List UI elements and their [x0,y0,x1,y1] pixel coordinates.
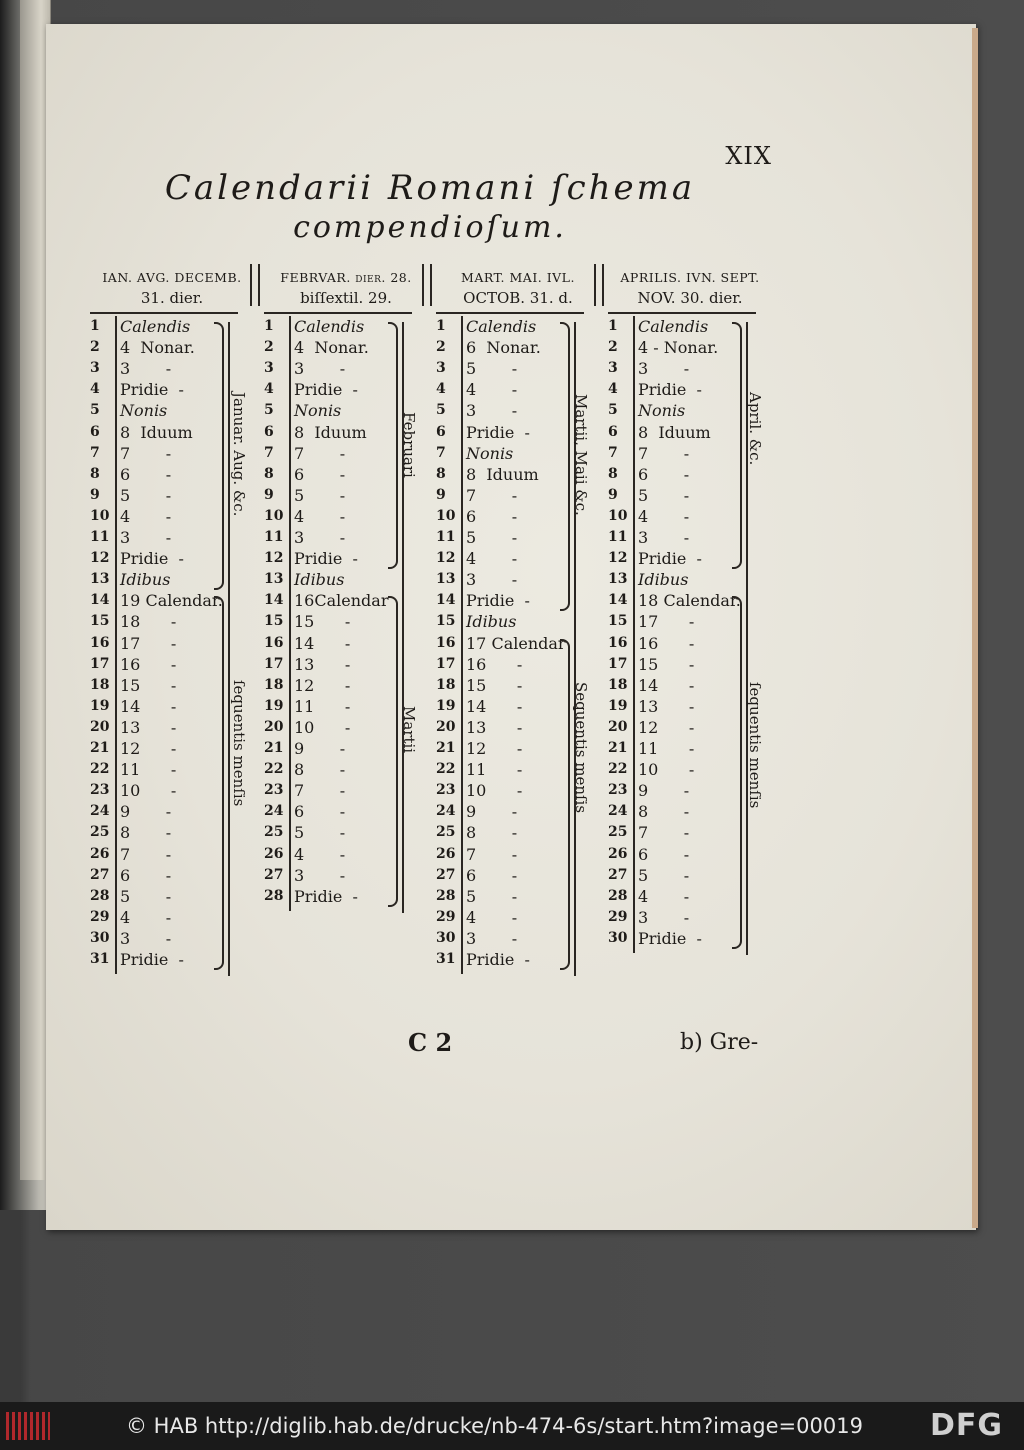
day-number: 14 [90,592,110,609]
day-designation: 15 - [120,675,177,695]
day-designation: 4 Nonar. [294,338,369,358]
day-number: 23 [90,782,110,799]
day-number: 9 [90,486,100,503]
day-number: 9 [264,486,274,503]
column-header-days: 31. dier. [140,289,204,307]
day-designation: 7 - [294,443,346,463]
day-number: 21 [264,740,284,756]
day-designation: 6 - [294,464,346,484]
day-number: 20 [90,718,110,735]
day-designation: 3 - [120,928,172,948]
day-number: 28 [436,887,456,904]
day-designation: 8 - [638,802,690,822]
day-designation: 10 - [294,717,351,737]
day-number: 5 [90,402,100,419]
day-number: 2 [90,339,100,356]
day-designation: Pridie - [120,549,184,569]
day-number: 25 [264,824,284,841]
day-designation: 6 - [638,464,690,484]
day-designation: 3 - [294,865,346,885]
day-designation: 6 Nonar. [466,338,541,358]
group-brace [732,322,742,569]
column-header-months: MART. MAI. IVL. [461,270,575,285]
day-number: 27 [264,866,284,883]
day-designation: 3 - [466,401,518,421]
header-rule [264,312,412,314]
day-number: 27 [90,866,110,883]
day-number: 5 [264,402,274,419]
day-designation: Pridie - [120,380,184,400]
column-header-days: NOV. 30. dier. [637,289,743,307]
month-group-label: Martii, Maii &c. [572,394,590,516]
day-number: 17 [264,655,284,672]
day-number-rule [115,316,117,974]
day-designation: 18 - [120,612,177,632]
day-designation: 7 - [466,844,518,864]
day-number: 28 [264,887,284,904]
month-group-label: Februari [400,412,418,478]
day-number: 12 [608,550,628,567]
column-header-days: OCTOB. 31. d. [463,289,573,307]
day-number: 21 [608,740,628,756]
day-number: 4 [436,381,446,398]
day-designation: 4 - [294,506,346,526]
day-designation: 17 - [638,612,695,632]
day-designation: 5 - [638,865,690,885]
day-designation: 12 - [466,739,523,758]
day-number: 18 [608,676,628,693]
day-designation: 16Calendar [294,591,389,611]
day-number: 2 [436,339,446,356]
day-designation: 3 - [294,359,346,379]
day-designation: 3 - [466,928,518,948]
day-number: 17 [436,655,456,672]
day-number: 6 [608,423,618,440]
day-designation: Pridie - [466,591,530,611]
day-number: 15 [90,613,110,630]
day-designation: Pridie - [294,380,358,400]
day-designation: 13 - [120,717,177,737]
day-designation: Pridie - [638,380,702,400]
day-designation: 5 - [120,485,172,505]
day-number: 1 [264,318,274,334]
day-designation: 7 - [638,823,690,843]
day-number: 8 [90,465,100,482]
day-number: 13 [436,571,456,588]
day-number: 24 [264,803,284,820]
day-designation: Nonis [294,401,342,421]
day-designation: 6 - [638,844,690,864]
day-number: 6 [264,423,274,440]
day-number: 10 [436,507,456,524]
column-header-months: IAN. AVG. DECEMB. [102,270,242,285]
day-designation: 3 - [638,528,690,547]
day-designation: 18 Calendar. [638,591,741,611]
day-designation: Calendis [466,317,537,336]
day-number: 17 [608,655,628,672]
day-number: 22 [90,761,110,778]
day-designation: 13 - [466,717,523,737]
day-designation: 16 - [120,654,177,674]
month-group-label: ſequentis menſis [230,680,248,807]
day-number: 1 [608,318,618,334]
day-designation: 4 - [466,380,518,400]
day-designation: 3 - [294,528,346,547]
column-header-months: APRILIS. IVN. SEPT. [620,270,760,285]
day-number: 23 [608,782,628,799]
day-number: 30 [90,929,110,946]
library-logo-icon [6,1412,50,1440]
day-designation: 12 - [638,717,695,737]
day-number: 19 [264,697,284,714]
day-number: 12 [90,550,110,567]
day-number: 15 [264,613,284,630]
day-designation: 4 - [466,549,518,569]
day-number: 18 [90,676,110,693]
day-number: 27 [436,866,456,883]
day-number: 10 [90,507,110,524]
column-right-rule [402,322,404,913]
day-number: 24 [608,803,628,820]
day-number: 2 [264,339,274,356]
group-brace [214,596,224,970]
day-number: 29 [436,908,456,925]
day-designation: 3 - [120,528,172,547]
day-number: 7 [264,444,274,461]
day-number: 20 [608,718,628,735]
day-number: 3 [90,360,100,377]
day-number: 18 [436,676,456,693]
day-number-rule [461,316,463,974]
day-number: 24 [90,803,110,820]
column-separator [250,264,260,306]
day-designation: 15 - [638,654,695,674]
catchword: b) Gre- [680,1030,759,1055]
day-designation: 4 - [638,886,690,906]
day-designation: 9 - [466,802,518,822]
day-number: 3 [436,360,446,377]
day-number: 29 [90,908,110,925]
day-number: 20 [436,718,456,735]
day-number: 5 [436,402,446,419]
day-number: 23 [264,782,284,799]
day-number: 28 [90,887,110,904]
day-designation: 11 - [466,760,523,780]
day-designation: 17 Calendar [466,633,566,653]
day-number: 17 [90,655,110,672]
day-designation: 3 - [120,359,172,379]
day-designation: 10 - [120,781,177,801]
day-number: 21 [436,740,456,756]
day-number: 15 [608,613,628,630]
day-designation: 14 - [294,633,351,653]
day-designation: Calendis [294,317,365,336]
header-rule [436,312,584,314]
page-title-line-1: Calendarii Romani ſchema [164,168,696,208]
day-designation: 11 - [294,696,351,716]
day-number: 7 [608,444,618,461]
day-designation: 5 - [294,823,346,843]
day-designation: 8 - [294,760,346,780]
day-designation: 7 - [638,443,690,463]
day-designation: 7 - [466,485,518,505]
month-group-label: ſequentis menſis [746,682,764,809]
day-designation: Nonis [120,401,168,421]
column-separator [422,264,432,306]
day-number: 11 [264,529,284,545]
page-title-line-2: compendioſum. [293,210,567,245]
day-number: 29 [608,908,628,925]
day-designation: 6 - [466,865,518,885]
day-designation: 9 - [120,802,172,822]
day-number: 25 [436,824,456,841]
footer-copyright-link[interactable]: © HAB http://diglib.hab.de/drucke/nb-474-6s/start.htm?image=00019 [126,1414,863,1438]
day-designation: Idibus [466,612,517,632]
day-designation: Calendis [120,317,191,336]
day-designation: 8 - [466,823,518,843]
month-group-label: April. &c. [746,392,764,466]
day-designation: 7 - [294,781,346,801]
day-number: 16 [90,634,110,651]
day-designation: 13 - [294,654,351,674]
day-designation: Calendis [638,317,709,336]
day-number: 8 [436,465,446,482]
day-number: 13 [264,571,284,588]
day-number: 12 [436,550,456,567]
day-number: 22 [264,761,284,778]
day-number: 5 [608,402,618,419]
day-designation: 8 Iduum [638,422,711,442]
day-number: 8 [264,465,274,482]
day-number: 24 [436,803,456,820]
day-number: 27 [608,866,628,883]
month-group-label: Januar. Aug. &c. [230,392,248,517]
day-number: 16 [436,634,456,651]
day-designation: 3 - [466,570,518,590]
day-number: 25 [90,824,110,841]
day-designation: 17 - [120,633,177,653]
column-header-3 [434,268,602,312]
day-number: 10 [264,507,284,524]
day-number: 22 [436,761,456,778]
month-group-label: Martii [400,706,418,754]
day-number: 13 [90,571,110,588]
group-brace [560,322,570,611]
day-designation: 5 - [294,485,346,505]
day-designation: Pridie - [638,928,702,948]
day-number: 28 [608,887,628,904]
group-brace [732,596,742,949]
day-number: 7 [90,444,100,461]
day-designation: 8 Iduum [120,422,193,442]
day-number: 4 [90,381,100,398]
day-number: 12 [264,550,284,567]
day-number: 10 [608,507,628,524]
day-number: 7 [436,444,446,461]
day-number: 14 [436,592,456,609]
day-designation: Pridie - [294,549,358,569]
day-designation: 8 Iduum [466,464,539,484]
day-number: 6 [90,423,100,440]
day-number: 19 [436,697,456,714]
day-number: 26 [608,845,628,862]
group-brace [388,322,398,569]
day-designation: 5 - [466,359,518,379]
day-designation: 6 - [120,865,172,885]
day-number: 26 [436,845,456,862]
day-designation: Pridie - [466,950,530,969]
day-designation: 11 - [638,739,695,758]
day-designation: 16 - [638,633,695,653]
day-number: 11 [608,529,628,545]
day-designation: 15 - [466,675,523,695]
day-designation: 8 Iduum [294,422,367,442]
day-designation: 4 - [638,506,690,526]
day-number: 4 [264,381,274,398]
day-designation: 3 - [638,907,690,927]
day-number: 6 [436,423,446,440]
day-designation: 5 - [466,886,518,906]
day-designation: Idibus [120,570,171,590]
day-number: 19 [90,697,110,714]
day-designation: Nonis [466,443,514,463]
day-designation: 4 - [294,844,346,864]
day-number: 1 [436,318,446,334]
group-brace [214,322,224,590]
day-number: 2 [608,339,618,356]
day-designation: 7 - [120,443,172,463]
group-brace [388,596,398,907]
day-designation: 10 - [638,760,695,780]
day-number: 16 [264,634,284,651]
day-number: 31 [90,951,110,967]
day-designation: 9 - [638,781,690,801]
day-designation: 4 Nonar. [120,338,195,358]
day-number: 14 [608,592,628,609]
header-rule [608,312,756,314]
day-designation: 6 - [294,802,346,822]
day-number: 25 [608,824,628,841]
day-designation: Idibus [294,570,345,590]
day-number: 3 [264,360,274,377]
day-number: 23 [436,782,456,799]
day-number: 26 [90,845,110,862]
column-header-1 [88,268,256,312]
day-number: 9 [608,486,618,503]
column-header-days: biſſextil. 29. [300,289,392,307]
day-designation: Pridie - [466,422,530,442]
page-number: XIX [725,142,772,170]
signature-mark: C 2 [408,1028,453,1057]
column-header-2 [262,268,430,312]
day-designation: 4 - Nonar. [638,338,719,358]
day-designation: 14 - [466,696,523,716]
day-designation: 4 - [120,907,172,927]
day-designation: 12 - [120,739,177,758]
day-designation: 11 - [120,760,177,780]
month-group-label: Sequentis menſis [572,682,590,814]
day-number: 20 [264,718,284,735]
header-rule [90,312,238,314]
day-designation: Pridie - [638,549,702,569]
day-designation: Pridie - [294,886,358,906]
day-designation: 8 - [120,823,172,843]
day-designation: 16 - [466,654,523,674]
day-designation: Nonis [638,401,686,421]
day-number: 8 [608,465,618,482]
day-number: 4 [608,381,618,398]
day-designation: 6 - [120,464,172,484]
day-designation: 4 - [120,506,172,526]
day-number: 11 [436,529,456,545]
column-separator [594,264,604,306]
day-number: 14 [264,592,284,609]
day-designation: Idibus [638,570,689,590]
column-header-4 [606,268,774,312]
day-designation: 9 - [294,739,346,758]
day-number: 19 [608,697,628,714]
day-number: 30 [608,929,628,946]
day-number: 1 [90,318,100,334]
day-number: 31 [436,951,456,967]
day-number: 3 [608,360,618,377]
day-designation: 19 Calendar. [120,591,223,611]
day-designation: 15 - [294,612,351,632]
day-designation: 14 - [638,675,695,695]
day-number: 15 [436,613,456,630]
day-number: 13 [608,571,628,588]
day-designation: 5 - [120,886,172,906]
day-number: 18 [264,676,284,693]
day-designation: Pridie - [120,950,184,969]
day-number: 30 [436,929,456,946]
day-designation: 7 - [120,844,172,864]
day-designation: 3 - [638,359,690,379]
day-designation: 14 - [120,696,177,716]
group-brace [560,639,570,971]
day-number-rule [289,316,291,911]
day-designation: 12 - [294,675,351,695]
day-number-rule [633,316,635,953]
day-number: 22 [608,761,628,778]
day-designation: 5 - [466,528,518,547]
day-designation: 5 - [638,485,690,505]
day-number: 21 [90,740,110,756]
day-number: 26 [264,845,284,862]
day-designation: 4 - [466,907,518,927]
day-designation: 6 - [466,506,518,526]
day-number: 16 [608,634,628,651]
day-number: 11 [90,529,110,545]
dfg-logo: DFG [930,1408,1004,1443]
page-edge [972,28,978,1228]
column-header-months: FEBRVAR. dier. 28. [280,270,412,285]
day-number: 9 [436,486,446,503]
day-designation: 10 - [466,781,523,801]
day-designation: 13 - [638,696,695,716]
